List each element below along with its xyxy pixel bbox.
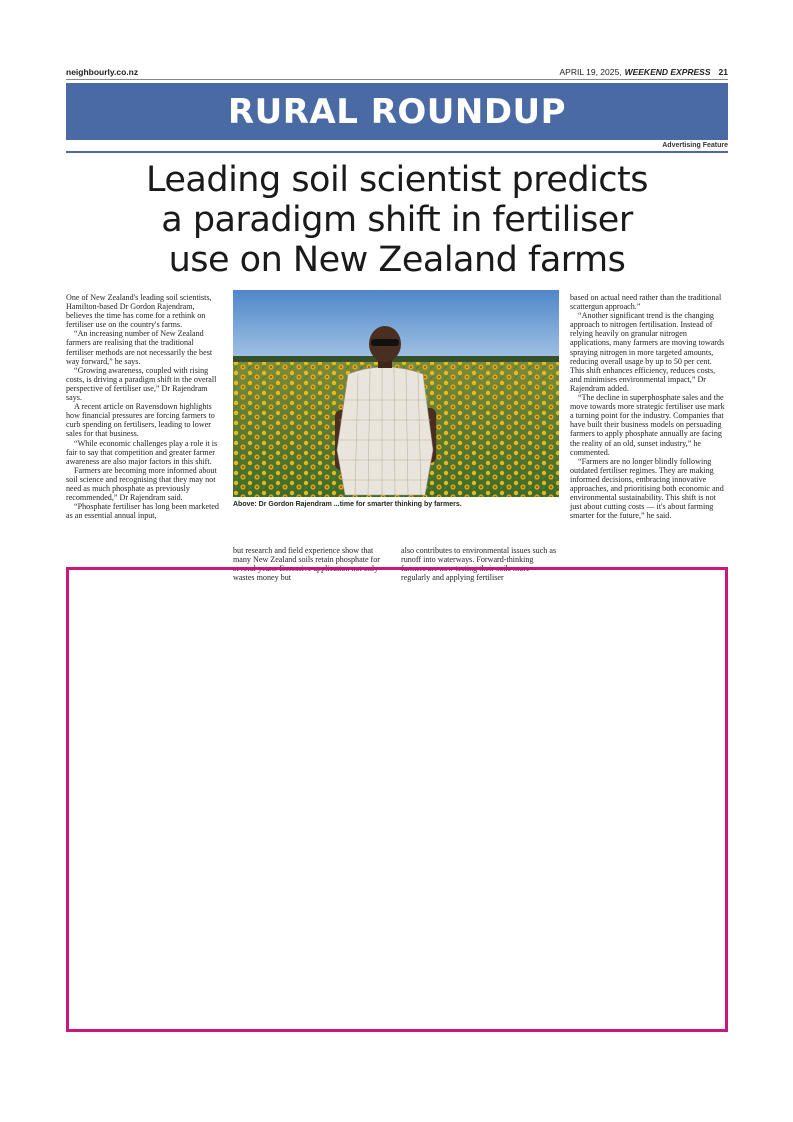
article-column-1 [66,293,220,520]
paragraph: “Another significant trend is the changing approach to nitrogen fertilisation. Instead of relying heavily on granular nitrogen applications, many farmers are moving towards spraying nitrogen in more targeted amounts, reducing overall usage by up to 50 per cent. This shift enhances efficiency, reduces costs, and minimises environmental impact,” Dr Rajendram added. [570,311,725,393]
dateline [560,67,729,77]
paragraph: “Growing awareness, coupled with rising costs, is driving a paradigm shift in the overall perspective of fertiliser use,” Dr Rajendram says. [66,365,217,403]
issue-date: APRIL 19, 2025, [559,67,622,77]
paragraph: “The decline in superphosphate sales and the move towards more strategic fertiliser use mark a turning point for the industry. Companies that have built their business models on persuading farmers to apply phosphate annually are facing the reality of an old, sunset industry,” he commented. [570,393,725,457]
banner-rule [66,151,728,153]
article-column-4 [570,293,728,520]
paragraph: also contributes to environmental issues such as runoff into waterways. Forward-thinking farmers are now testing their soils more regularly and applying fertiliser [401,546,557,583]
page-number: 21 [718,67,728,77]
publication-name: WEEKEND EXPRESS [624,67,711,77]
photo-caption: Above: Dr Gordon Rajendram ...time for smarter thinking by farmers. [233,501,462,508]
paragraph: but research and field experience show that many New Zealand soils retain phosphate for several years. Excessive application not only wastes money but [233,546,380,583]
paragraph: based on actual need rather than the traditional scattergun approach.” [570,293,722,312]
section-title: RURAL ROUNDUP [227,91,567,132]
paragraph: Farmers are becoming more informed about soil science and recognising that they may not need as much phosphate as previously recommended,” Dr Rajendram said. [66,465,217,503]
paragraph: “Phosphate fertiliser has long been marketed as an essential annual input, [66,502,219,521]
headline-line: Leading soil scientist predicts [145,160,648,200]
page-header [66,66,728,80]
paragraph: “While economic challenges play a role it is fair to say that competition and greater farmer awareness are also major factors in this shift. [66,438,218,466]
article-photo [233,290,559,497]
paragraph: A recent article on Ravensdown highlights how financial pressures are forcing farmers to curb spending on fertilisers, leading to lower sales for that business. [66,402,215,439]
site-url: neighbourly.co.nz [66,67,139,77]
advertising-feature-label: Advertising Feature [662,142,728,149]
section-banner [66,83,728,140]
paragraph: “Farmers are no longer blindly following outdated fertiliser regimes. They are making informed decisions, embracing innovative approaches, and prioritising both economic and environmental sustainability. This shift is not just about cutting costs — it's about farming smarter for the future,” he said. [570,456,724,521]
paragraph: “An increasing number of New Zealand farmers are realising that the traditional fertiliser methods are not necessarily the best way forward,” he says. [66,329,213,366]
photo-sunflower-field [233,290,559,497]
headline-line: use on New Zealand farms [168,240,626,280]
paragraph: One of New Zealand's leading soil scientists, Hamilton-based Dr Gordon Rajendram, believes the time has come for a rethink on fertiliser use on the country's farms. [66,293,212,330]
article-headline [66,160,728,280]
advertisement-placeholder [66,567,728,1032]
headline-line: a paradigm shift in fertiliser [161,200,633,240]
header-rule [66,79,728,80]
